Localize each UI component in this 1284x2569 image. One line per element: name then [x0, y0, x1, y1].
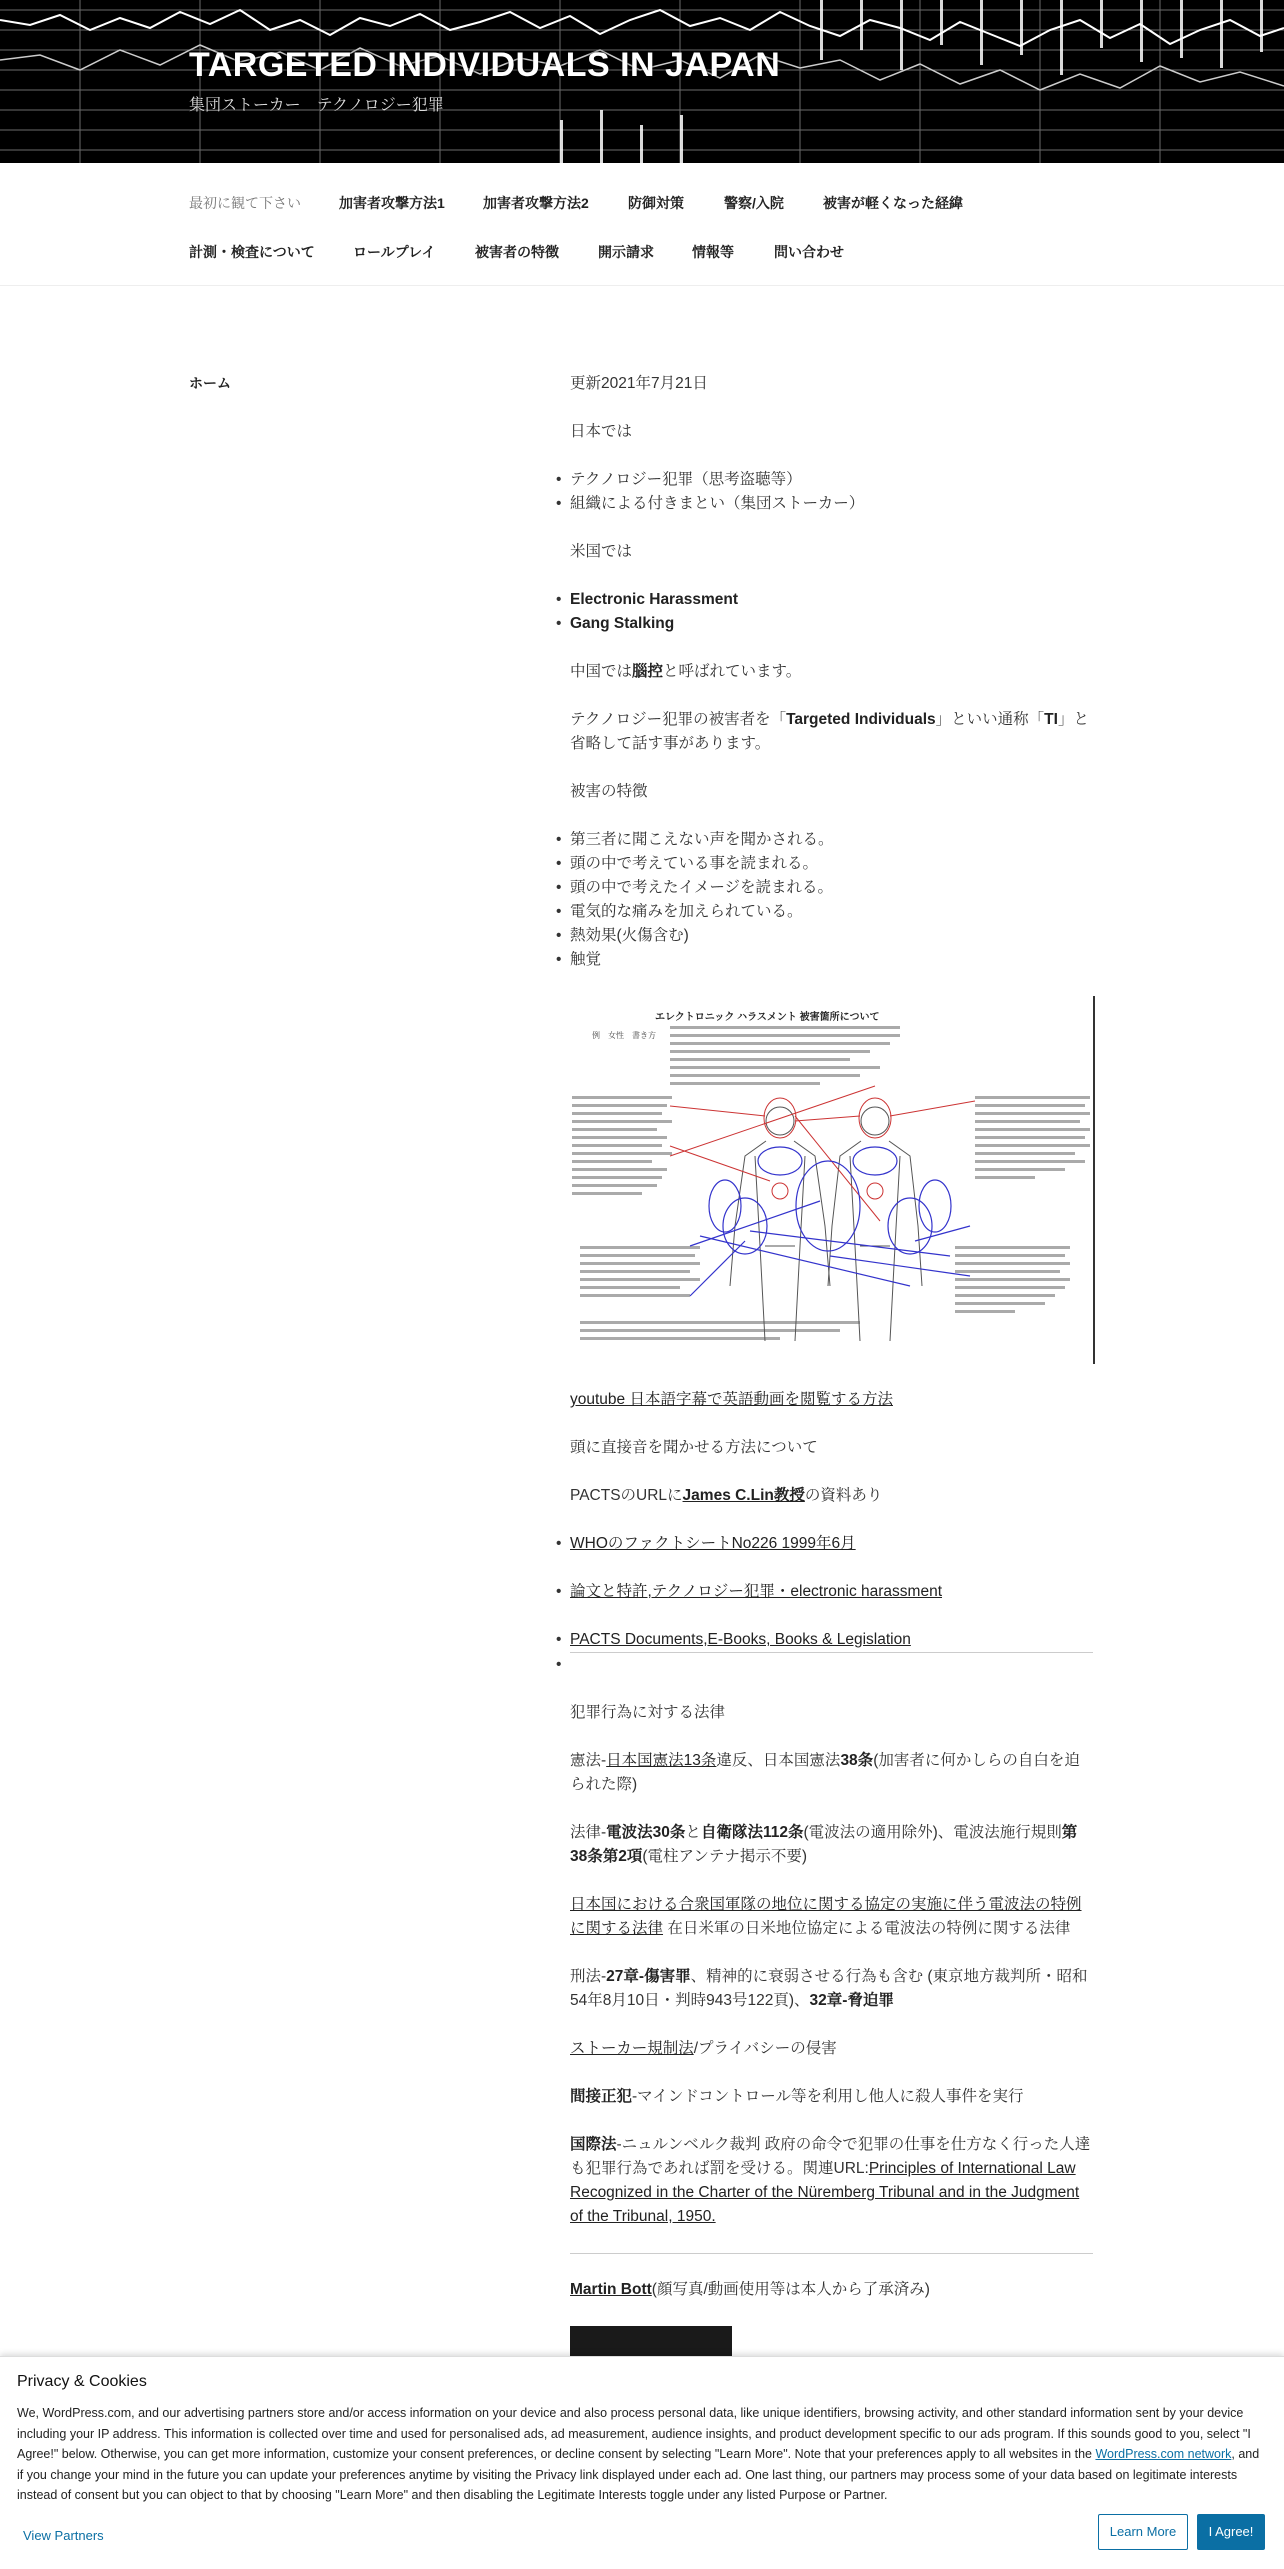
us-heading: 米国では [570, 543, 633, 560]
japan-list [570, 468, 1093, 516]
pacts-documents-link[interactable]: PACTS Documents,E-Books, Books & Legislation [570, 1631, 911, 1648]
list-item: • 第三者に聞こえない声を聞かされる。 [570, 828, 1093, 852]
nav-item-recovery[interactable]: 被害が軽くなった経緯 [823, 195, 963, 211]
nav-item-defense[interactable]: 防御対策 [628, 195, 684, 211]
empty-list [570, 1653, 1093, 1677]
site-title[interactable]: TARGETED INDIVIDUALS IN JAPAN [189, 46, 781, 84]
law-criminal: 刑法-27章-傷害罪、精神的に衰弱させる行為も含む (東京地方裁判所・昭和54年8月10日・判時943号122頁)、32章-脅迫罪 [570, 1968, 1088, 2009]
list-item [570, 1628, 1093, 1652]
who-factsheet-link[interactable]: WHOのファクトシートNo226 1999年6月 [570, 1535, 856, 1552]
learn-more-button[interactable]: Learn More [1098, 2514, 1188, 2550]
nav-item-contact[interactable]: 問い合わせ [774, 244, 844, 260]
main-navigation [0, 163, 1284, 286]
privacy-cookie-banner [0, 2356, 1284, 2569]
list-item: • Gang Stalking [570, 612, 1093, 636]
nav-item-watch-first[interactable]: 最初に観て下さい [189, 195, 301, 211]
nav-item-attack-methods-2[interactable]: 加害者攻撃方法2 [483, 195, 589, 211]
list-item [570, 1532, 1093, 1556]
list-item: • 頭の中で考えたイメージを読まれる。 [570, 876, 1093, 900]
view-partners-link[interactable]: View Partners [23, 2528, 104, 2543]
law-international: 国際法-ニュルンベルク裁判 政府の命令で犯罪の仕事を仕方なく行った人達も犯罪行為であれば罰を受ける。関連URL:Principles of International Law Recognized in the Charter of the Nüremberg Tribunal and in the Judgment of the Tribunal, 1950. [570, 2136, 1091, 2225]
list-item: • 触覚 [570, 948, 1093, 972]
cookie-text: We, WordPress.com, and our advertising partners store and/or access information on your device and also process personal data, like unique identifiers, browsing activity, and other standard information sent by your device including your IP address. This information is collected over time and used for personalised ads, ad measurement, audience insights, and product development specific to our ads program. If this sounds good to you, select "I Agree!" below. Otherwise, you can get more information, customize your consent preferences, or decline consent by selecting "Learn More". Note that your preferences apply to all websites in the WordPress.com network, and if you change your mind in the future you can update your preferences anytime by visiting the Privacy link displayed under each ad. One last thing, our partners may process some of your data based on legitimate interests instead of consent but you can object to that by choosing "Learn More" and then disabling the Legitimate Interests toggle under any listed Purpose or Partner. [17, 2406, 1260, 2502]
list-item: • 電気的な痛みを加えられている。 [570, 900, 1093, 924]
youtube-link-paragraph [570, 1388, 1093, 1412]
james-lin-link[interactable]: James C.Lin教授 [682, 1487, 805, 1504]
law-indirect: 間接正犯-マインドコントロール等を利用し他人に殺人事件を実行 [570, 2088, 1024, 2105]
law-heading: 犯罪行為に対する法律 [570, 1704, 726, 1721]
law-radio: 法律-電波法30条と自衛隊法112条(電波法の適用除外)、電波法施行規則第38条第2項(電柱アンテナ掲示不要) [570, 1824, 1078, 1865]
law-us-forces: 日本国における合衆国軍隊の地位に関する協定の実施に伴う電波法の特例に関する法律 在日米軍の日米地位協定による電波法の特例に関する法律 [570, 1896, 1082, 1937]
site-description: 集団ストーカー テクノロジー犯罪 [189, 97, 444, 114]
updated-date: 更新2021年7月21日 [570, 375, 708, 392]
nav-item-police[interactable]: 警察/入院 [724, 195, 784, 211]
list-item: • 熱効果(火傷含む) [570, 924, 1093, 948]
nav-item-info[interactable]: 情報等 [692, 244, 734, 260]
wordpress-network-link[interactable]: WordPress.com network [1095, 2447, 1232, 2461]
direct-sound-text: 頭に直接音を聞かせる方法について [570, 1439, 818, 1456]
divider [570, 2253, 1093, 2254]
nav-item-disclosure[interactable]: 開示請求 [598, 244, 654, 260]
list-item: • テクノロジー犯罪（思考盗聴等） [570, 468, 1093, 492]
body-outline-figure [570, 996, 1093, 1364]
nav-item-measurement[interactable]: 計測・検査について [189, 244, 315, 260]
japan-heading: 日本では [570, 423, 633, 440]
site-header [0, 0, 1284, 163]
list-item [570, 1580, 1093, 1604]
pacts-text: PACTSのURLにJames C.Lin教授の資料あり [570, 1487, 883, 1504]
martin-bott-photo[interactable] [570, 2326, 732, 2356]
papers-patents-link[interactable]: 論文と特許,テクノロジー犯罪・electronic harassment [570, 1583, 943, 1600]
martin-bott-text: Martin Bott(顔写真/動画使用等は本人から了承済み) [570, 2281, 930, 2298]
nuremberg-principles-link[interactable]: Principles of International Law Recognized in the Charter of the Nüremberg Tribunal and in the Judgment of the Tribunal, 1950. [570, 2160, 1080, 2225]
list-item: • 組織による付きまとい（集団ストーカー） [570, 492, 1093, 516]
law-stalker: ストーカー規制法/プライバシーの侵害 [570, 2040, 837, 2057]
cookie-title: Privacy & Cookies [17, 2373, 147, 2390]
agree-button[interactable]: I Agree! [1197, 2514, 1265, 2550]
sidebar-title: ホーム [189, 375, 231, 391]
martin-bott-link[interactable]: Martin Bott [570, 2281, 652, 2298]
ti-text: テクノロジー犯罪の被害者を「Targeted Individuals」といい通称「TI」と省略して話す事があります。 [570, 711, 1089, 752]
features-list [570, 828, 1093, 972]
nav-item-roleplay[interactable]: ロールプレイ [353, 244, 436, 260]
us-forces-law-link[interactable]: 日本国における合衆国軍隊の地位に関する協定の実施に伴う電波法の特例に関する法律 [570, 1896, 1082, 1937]
stalker-law-link[interactable]: ストーカー規制法 [570, 2040, 694, 2057]
main-content [570, 372, 1093, 2356]
figure-title: エレクトロニック ハラスメント 被害箇所について [655, 1012, 880, 1023]
figure-subtitle: 例 女性 書き方 [592, 1031, 656, 1040]
list-item: • 頭の中で考えている事を読まれる。 [570, 852, 1093, 876]
list-item [570, 1653, 1093, 1677]
china-text: 中国では腦控と呼ばれています。 [570, 663, 802, 680]
constitution-13-link[interactable]: 日本国憲法13条 [606, 1752, 717, 1769]
list-item: • Electronic Harassment [570, 588, 1093, 612]
us-list [570, 588, 1093, 636]
reference-links-list [570, 1532, 1093, 1652]
law-constitution: 憲法-日本国憲法13条違反、日本国憲法38条(加害者に何かしらの自白を迫られた際) [570, 1752, 1080, 1793]
features-heading: 被害の特徴 [570, 783, 648, 800]
nav-item-victim-features[interactable]: 被害者の特徴 [475, 244, 559, 260]
nav-item-attack-methods-1[interactable]: 加害者攻撃方法1 [339, 195, 445, 211]
youtube-link[interactable]: youtube 日本語字幕で英語動画を閲覧する方法 [570, 1391, 893, 1408]
harassment-diagram-image[interactable] [570, 996, 1095, 1364]
